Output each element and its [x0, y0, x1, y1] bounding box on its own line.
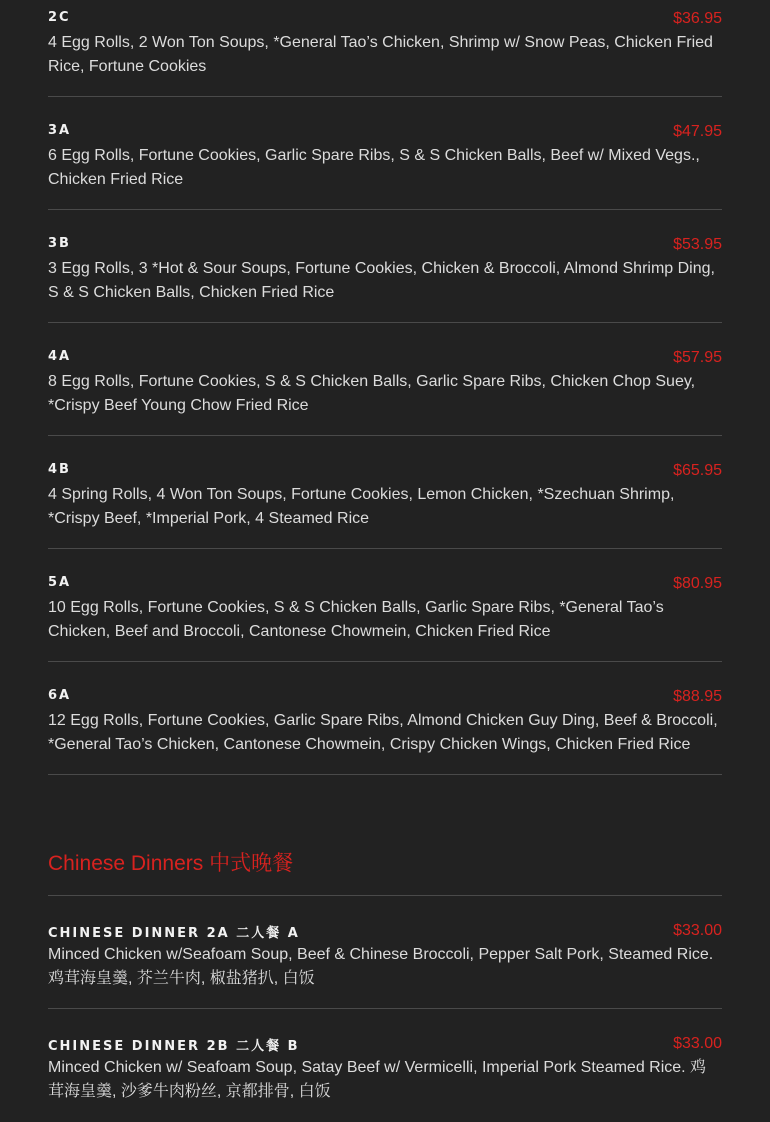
item-name: 2C — [48, 10, 71, 25]
item-divider — [48, 774, 722, 775]
item-name: 3A — [48, 123, 72, 138]
menu-item-3a — [48, 97, 722, 210]
combo-list — [48, 0, 722, 775]
item-description: 8 Egg Rolls, Fortune Cookies, S & S Chicken Balls, Garlic Spare Ribs, Chicken Chop Suey, *Crispy Beef Young Chow Fried Rice — [48, 373, 696, 414]
item-description: 3 Egg Rolls, 3 *Hot & Sour Soups, Fortune Cookies, Chicken & Broccoli, Almond Shrimp Ding, S & S Chicken Balls, Chicken Fried Rice — [48, 260, 715, 301]
menu-item-4b — [48, 436, 722, 549]
item-price: $88.95 — [673, 688, 722, 705]
item-price: $53.95 — [673, 236, 722, 253]
item-description: 6 Egg Rolls, Fortune Cookies, Garlic Spare Ribs, S & S Chicken Balls, Beef w/ Mixed Vegs., Chicken Fried Rice — [48, 147, 700, 188]
item-price: $33.00 — [673, 922, 722, 939]
section-title: Chinese Dinners 中式晚餐 — [48, 852, 294, 875]
item-price: $57.95 — [673, 349, 722, 366]
item-description: 10 Egg Rolls, Fortune Cookies, S & S Chicken Balls, Garlic Spare Ribs, *General Tao’s Chicken, Beef and Broccoli, Cantonese Chowmein, Chicken Fried Rice — [48, 599, 664, 640]
menu-item-chinese-dinner-2a — [48, 896, 722, 1009]
menu-item-chinese-dinner-2b — [48, 1009, 722, 1122]
item-name: 4A — [48, 349, 72, 364]
item-name: 4B — [48, 462, 71, 477]
item-price: $36.95 — [673, 10, 722, 27]
item-description: 4 Spring Rolls, 4 Won Ton Soups, Fortune Cookies, Lemon Chicken, *Szechuan Shrimp, *Crispy Beef, *Imperial Pork, 4 Steamed Rice — [48, 486, 675, 527]
item-price: $65.95 — [673, 462, 722, 479]
item-description: 12 Egg Rolls, Fortune Cookies, Garlic Spare Ribs, Almond Chicken Guy Ding, Beef & Broccoli, *General Tao’s Chicken, Cantonese Chowmein, Crispy Chicken Wings, Chicken Fried Rice — [48, 712, 718, 753]
item-price: $47.95 — [673, 123, 722, 140]
item-name: 5A — [48, 575, 72, 590]
item-price: $33.00 — [673, 1035, 722, 1052]
menu-item-4a — [48, 323, 722, 436]
item-name: 6A — [48, 688, 72, 703]
item-name: CHINESE DINNER 2A 二人餐 A — [48, 926, 300, 941]
item-description: Minced Chicken w/ Seafoam Soup, Satay Beef w/ Vermicelli, Imperial Pork Steamed Rice. 鸡茸海皇羹, 沙爹牛肉粉丝, 京都排骨, 白饭 — [48, 1059, 707, 1100]
dinner-list — [48, 896, 722, 1122]
item-name: CHINESE DINNER 2B 二人餐 B — [48, 1039, 300, 1054]
menu-item-2c — [48, 0, 722, 97]
item-description: Minced Chicken w/Seafoam Soup, Beef & Chinese Broccoli, Pepper Salt Pork, Steamed Rice. 鸡茸海皇羹, 芥兰牛肉, 椒盐猪扒, 白饭 — [48, 946, 714, 987]
menu-item-3b — [48, 210, 722, 323]
menu-item-6a — [48, 662, 722, 775]
item-price: $80.95 — [673, 575, 722, 592]
item-name: 3B — [48, 236, 71, 251]
menu-item-5a — [48, 549, 722, 662]
item-description: 4 Egg Rolls, 2 Won Ton Soups, *General Tao’s Chicken, Shrimp w/ Snow Peas, Chicken Fried Rice, Fortune Cookies — [48, 34, 713, 75]
